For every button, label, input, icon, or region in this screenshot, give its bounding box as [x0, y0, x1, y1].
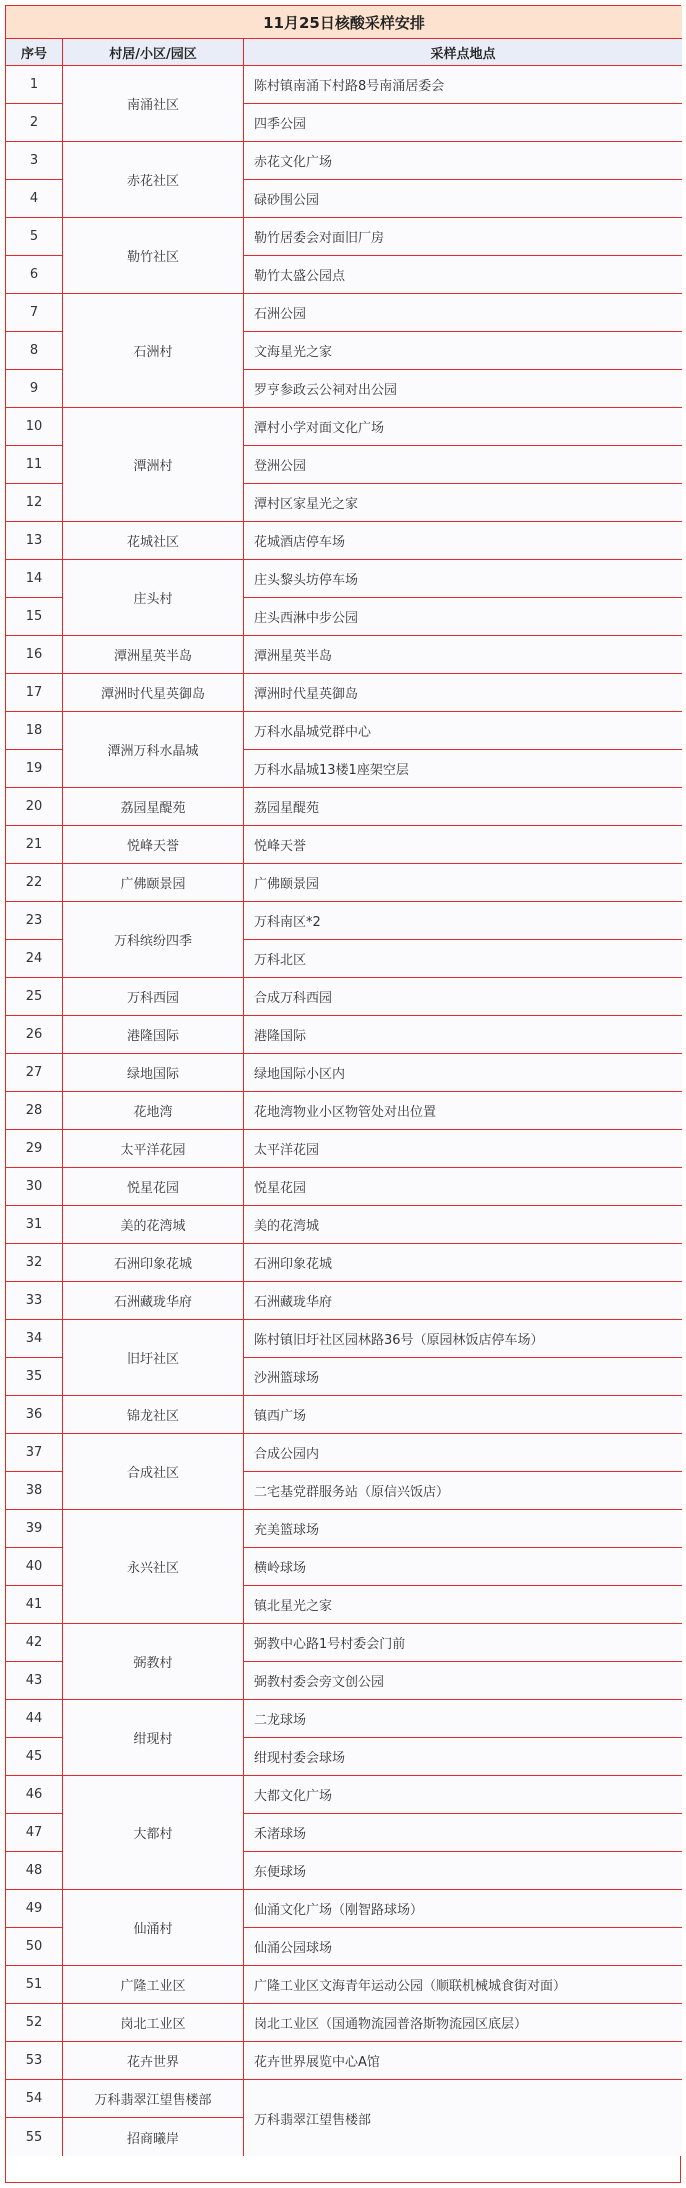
community-cell: 仙涌村 — [63, 1890, 244, 1966]
site-cell: 弼教村委会旁文创公园 — [244, 1662, 682, 1700]
row-number: 6 — [6, 256, 63, 294]
community-cell: 花卉世界 — [63, 2042, 244, 2080]
site-cell: 潭洲时代星英御岛 — [244, 674, 682, 712]
row-number: 46 — [6, 1776, 63, 1814]
row-number: 40 — [6, 1548, 63, 1586]
row-number: 14 — [6, 560, 63, 598]
row-number: 11 — [6, 446, 63, 484]
row-number: 2 — [6, 104, 63, 142]
community-cell: 万科翡翠江望售楼部 — [63, 2080, 244, 2118]
community-cell: 庄头村 — [63, 560, 244, 636]
site-cell: 花地湾物业小区物管处对出位置 — [244, 1092, 682, 1130]
site-cell: 潭洲星英半岛 — [244, 636, 682, 674]
site-cell: 悦星花园 — [244, 1168, 682, 1206]
row-number: 29 — [6, 1130, 63, 1168]
site-cell: 沙洲篮球场 — [244, 1358, 682, 1396]
site-cell: 弼教中心路1号村委会门前 — [244, 1624, 682, 1662]
row-number: 27 — [6, 1054, 63, 1092]
row-number: 39 — [6, 1510, 63, 1548]
table-title: 11月25日核酸采样安排 — [6, 6, 682, 39]
site-cell: 太平洋花园 — [244, 1130, 682, 1168]
row-number: 28 — [6, 1092, 63, 1130]
site-cell: 港隆国际 — [244, 1016, 682, 1054]
row-number: 47 — [6, 1814, 63, 1852]
site-cell-merged: 万科翡翠江望售楼部 — [244, 2080, 682, 2156]
site-cell: 陈村镇旧圩社区园林路36号（原园林饭店停车场） — [244, 1320, 682, 1358]
site-cell: 广隆工业区文海青年运动公园（顺联机械城食街对面） — [244, 1966, 682, 2004]
row-number: 42 — [6, 1624, 63, 1662]
site-cell: 横岭球场 — [244, 1548, 682, 1586]
community-cell: 石洲藏珑华府 — [63, 1282, 244, 1320]
row-number: 3 — [6, 142, 63, 180]
site-cell: 罗亨参政云公祠对出公园 — [244, 370, 682, 408]
row-number: 25 — [6, 978, 63, 1016]
row-number: 13 — [6, 522, 63, 560]
site-cell: 登洲公园 — [244, 446, 682, 484]
site-cell: 岗北工业区（国通物流园普洛斯物流园区底层） — [244, 2004, 682, 2042]
site-cell: 充美篮球场 — [244, 1510, 682, 1548]
site-cell: 广佛颐景园 — [244, 864, 682, 902]
community-cell: 荔园星醍苑 — [63, 788, 244, 826]
row-number: 30 — [6, 1168, 63, 1206]
schedule-table — [5, 5, 681, 2183]
site-cell: 潭村区家星光之家 — [244, 484, 682, 522]
community-cell: 花地湾 — [63, 1092, 244, 1130]
row-number: 37 — [6, 1434, 63, 1472]
site-cell: 石洲公园 — [244, 294, 682, 332]
row-number: 32 — [6, 1244, 63, 1282]
row-number: 4 — [6, 180, 63, 218]
site-cell: 美的花湾城 — [244, 1206, 682, 1244]
site-cell: 文海星光之家 — [244, 332, 682, 370]
site-cell: 东便球场 — [244, 1852, 682, 1890]
row-number: 53 — [6, 2042, 63, 2080]
row-number: 51 — [6, 1966, 63, 2004]
row-number: 24 — [6, 940, 63, 978]
row-number: 44 — [6, 1700, 63, 1738]
row-number: 55 — [6, 2118, 63, 2156]
community-cell: 万科西园 — [63, 978, 244, 1016]
row-number: 23 — [6, 902, 63, 940]
community-cell: 合成社区 — [63, 1434, 244, 1510]
site-cell: 陈村镇南涌下村路8号南涌居委会 — [244, 66, 682, 104]
community-cell: 旧圩社区 — [63, 1320, 244, 1396]
community-cell: 赤花社区 — [63, 142, 244, 218]
site-cell: 庄头黎头坊停车场 — [244, 560, 682, 598]
row-number: 50 — [6, 1928, 63, 1966]
row-number: 52 — [6, 2004, 63, 2042]
row-number: 1 — [6, 66, 63, 104]
row-number: 21 — [6, 826, 63, 864]
community-cell: 悦峰天誉 — [63, 826, 244, 864]
row-number: 38 — [6, 1472, 63, 1510]
row-number: 48 — [6, 1852, 63, 1890]
header-no: 序号 — [6, 39, 63, 66]
site-cell: 万科北区 — [244, 940, 682, 978]
row-number: 36 — [6, 1396, 63, 1434]
community-cell: 石洲村 — [63, 294, 244, 408]
site-cell: 碌砂围公园 — [244, 180, 682, 218]
site-cell: 潭村小学对面文化广场 — [244, 408, 682, 446]
site-cell: 镇西广场 — [244, 1396, 682, 1434]
community-cell: 永兴社区 — [63, 1510, 244, 1624]
row-number: 10 — [6, 408, 63, 446]
row-number: 35 — [6, 1358, 63, 1396]
community-cell: 潭洲万科水晶城 — [63, 712, 244, 788]
row-number: 19 — [6, 750, 63, 788]
site-cell: 合成万科西园 — [244, 978, 682, 1016]
community-cell: 石洲印象花城 — [63, 1244, 244, 1282]
row-number: 34 — [6, 1320, 63, 1358]
site-cell: 禾渚球场 — [244, 1814, 682, 1852]
row-number: 8 — [6, 332, 63, 370]
site-cell: 万科水晶城13楼1座架空层 — [244, 750, 682, 788]
site-cell: 合成公园内 — [244, 1434, 682, 1472]
row-number: 43 — [6, 1662, 63, 1700]
community-cell: 招商曦岸 — [63, 2118, 244, 2156]
community-cell: 太平洋花园 — [63, 1130, 244, 1168]
row-number: 9 — [6, 370, 63, 408]
site-cell: 万科水晶城党群中心 — [244, 712, 682, 750]
header-community: 村居/小区/园区 — [63, 39, 244, 66]
row-number: 26 — [6, 1016, 63, 1054]
community-cell: 潭洲村 — [63, 408, 244, 522]
community-cell: 万科缤纷四季 — [63, 902, 244, 978]
community-cell: 绀现村 — [63, 1700, 244, 1776]
community-cell: 港隆国际 — [63, 1016, 244, 1054]
site-cell: 花卉世界展览中心A馆 — [244, 2042, 682, 2080]
site-cell: 仙涌文化广场（刚智路球场） — [244, 1890, 682, 1928]
row-number: 45 — [6, 1738, 63, 1776]
row-number: 22 — [6, 864, 63, 902]
site-cell: 勒竹太盛公园点 — [244, 256, 682, 294]
row-number: 41 — [6, 1586, 63, 1624]
site-cell: 石洲印象花城 — [244, 1244, 682, 1282]
row-number: 20 — [6, 788, 63, 826]
community-cell: 岗北工业区 — [63, 2004, 244, 2042]
community-cell: 广隆工业区 — [63, 1966, 244, 2004]
site-cell: 赤花文化广场 — [244, 142, 682, 180]
row-number: 18 — [6, 712, 63, 750]
community-cell: 悦星花园 — [63, 1168, 244, 1206]
site-cell: 仙涌公园球场 — [244, 1928, 682, 1966]
row-number: 49 — [6, 1890, 63, 1928]
community-cell: 广佛颐景园 — [63, 864, 244, 902]
row-number: 54 — [6, 2080, 63, 2118]
community-cell: 潭洲星英半岛 — [63, 636, 244, 674]
site-cell: 绿地国际小区内 — [244, 1054, 682, 1092]
header-site: 采样点地点 — [244, 39, 682, 66]
row-number: 31 — [6, 1206, 63, 1244]
row-number: 5 — [6, 218, 63, 256]
site-cell: 二宅基党群服务站（原信兴饭店） — [244, 1472, 682, 1510]
site-cell: 万科南区*2 — [244, 902, 682, 940]
site-cell: 庄头西淋中步公园 — [244, 598, 682, 636]
community-cell: 南涌社区 — [63, 66, 244, 142]
row-number: 7 — [6, 294, 63, 332]
row-number: 15 — [6, 598, 63, 636]
site-cell: 荔园星醍苑 — [244, 788, 682, 826]
row-number: 17 — [6, 674, 63, 712]
row-number: 16 — [6, 636, 63, 674]
site-cell: 石洲藏珑华府 — [244, 1282, 682, 1320]
community-cell: 花城社区 — [63, 522, 244, 560]
row-number: 12 — [6, 484, 63, 522]
site-cell: 二龙球场 — [244, 1700, 682, 1738]
site-cell: 绀现村委会球场 — [244, 1738, 682, 1776]
community-cell: 大都村 — [63, 1776, 244, 1890]
community-cell: 美的花湾城 — [63, 1206, 244, 1244]
site-cell: 勒竹居委会对面旧厂房 — [244, 218, 682, 256]
row-number: 33 — [6, 1282, 63, 1320]
community-cell: 弼教村 — [63, 1624, 244, 1700]
site-cell: 大都文化广场 — [244, 1776, 682, 1814]
community-cell: 潭洲时代星英御岛 — [63, 674, 244, 712]
site-cell: 镇北星光之家 — [244, 1586, 682, 1624]
site-cell: 花城酒店停车场 — [244, 522, 682, 560]
site-cell: 四季公园 — [244, 104, 682, 142]
community-cell: 绿地国际 — [63, 1054, 244, 1092]
site-cell: 悦峰天誉 — [244, 826, 682, 864]
community-cell: 锦龙社区 — [63, 1396, 244, 1434]
community-cell: 勒竹社区 — [63, 218, 244, 294]
